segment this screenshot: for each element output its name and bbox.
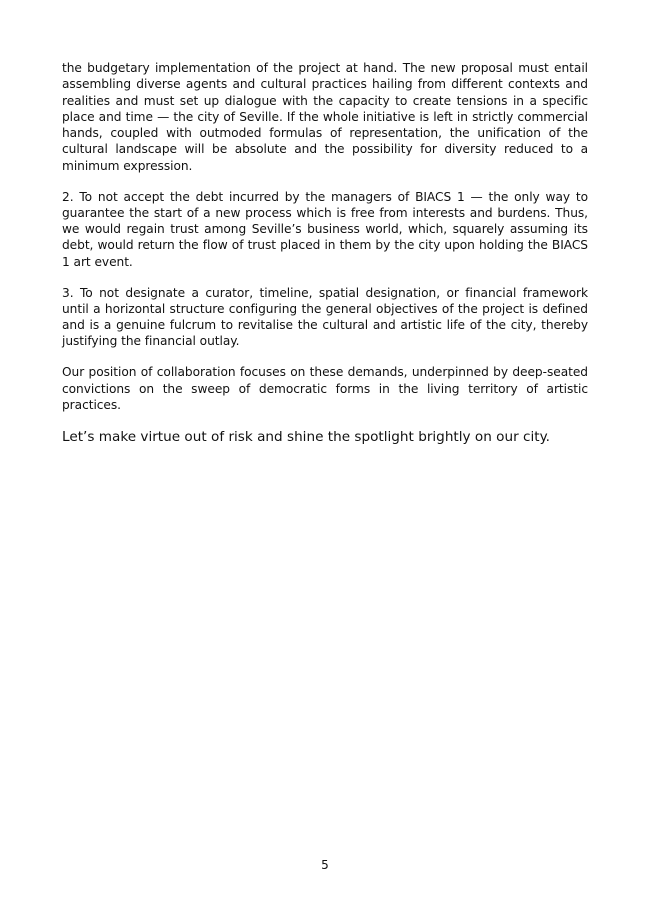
paragraph-collaboration: Our position of collaboration focuses on these demands, underpinned by deep-seated convictions on the sweep of democratic forms in the living territory of artistic practices. (62, 365, 588, 412)
closing-statement: Let’s make virtue out of risk and shine the spotlight brightly on our city. (62, 428, 551, 445)
document-body (62, 60, 588, 446)
paragraph-demand-2: 2. To not accept the debt incurred by the managers of BIACS 1 — the only way to guarantee the start of a new process which is free from interests and burdens. Thus, we would regain trust among Seville’s business world, which, squarely assuming its debt, would return the flow of trust placed in them by the city upon holding the BIACS 1 art event. (62, 189, 588, 269)
paragraph-demand-3: 3. To not designate a curator, timeline, spatial designation, or financial framework until a horizontal structure configuring the general objectives of the project is defined and is a genuine fulcrum to revitalise the cultural and artistic life of the city, thereby justifying the financial outlay. (62, 285, 588, 349)
page-number: 5 (321, 858, 329, 872)
paragraph-continuation: the budgetary implementation of the project at hand. The new proposal must entail assembling diverse agents and cultural practices hailing from different contexts and realities and must set up dialogue with the capacity to create tensions in a specific place and time — the city of Seville. If the whole initiative is left in strictly commercial hands, coupled with outmoded formulas of representation, the unification of the cultural landscape will be absolute and the possibility for diversity reduced to a minimum expression. (62, 61, 588, 173)
